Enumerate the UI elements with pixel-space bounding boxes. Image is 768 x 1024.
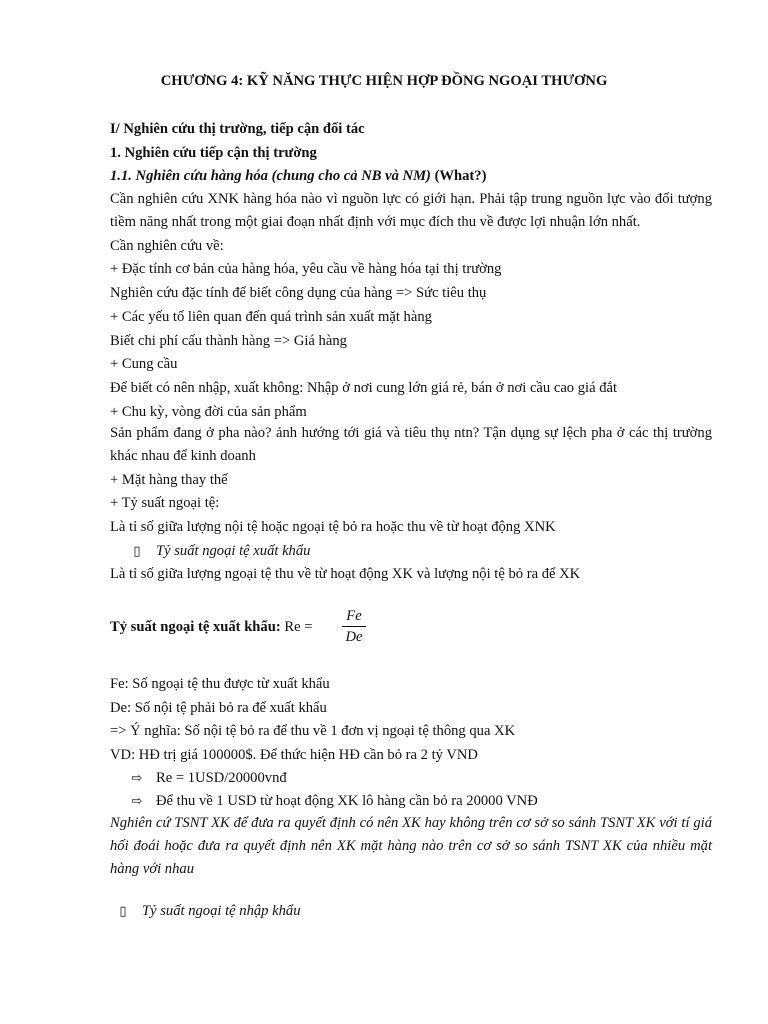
formula-lhs: Re =: [280, 619, 313, 635]
double-arrow-right-icon: ⇨: [131, 794, 143, 809]
arrow-item-cost: [128, 789, 730, 814]
export-rate-definition: Là tỉ số giữa lượng ngoại tệ thu về từ hoạt động XK và lượng nội tệ bỏ ra để XK: [110, 566, 581, 582]
section-heading: I/ Nghiên cứu thị trường, tiếp cận đối tác: [110, 121, 365, 137]
item-substitute: + Mặt hàng thay thế: [110, 472, 228, 488]
bullet-export-label: Tỷ suất ngoại tệ xuất khẩu: [156, 543, 311, 559]
fe-definition: Fe: Số ngoại tệ thu được từ xuất khẩu: [110, 676, 330, 692]
intro-paragraph: Cần nghiên cứu XNK hàng hóa nào vì nguồn lực có giới hạn. Phải tập trung nguồn lực vào đối tượng tiềm năng nhất trong một giai đoạn nhất định với mục đích thu về được lợi nhuận lớn nhất.: [110, 191, 712, 230]
subsubsection-italic: 1.1. Nghiên cứu hàng hóa (chung cho cả NB và NM): [110, 168, 431, 184]
formula-numerator: Fe: [346, 608, 362, 624]
item-production: + Các yếu tố liên quan đến quá trình sản xuất mặt hàng: [110, 309, 432, 325]
arrow-item-rate: [128, 766, 730, 791]
formula-denominator: De: [345, 629, 363, 645]
fraction-bar: [342, 626, 366, 627]
item-supply-demand: + Cung cầu: [110, 356, 178, 372]
double-arrow-right-icon: ⇨: [131, 771, 143, 786]
italic-conclusion: Nghiên cứ TSNT XK để đưa ra quyết định có nên XK hay không trên cơ sở so sánh TSNT XK với tí giá hối đoái hoặc đưa ra quyết định nên XK mặt hàng nào trên cơ sở so sánh TSNT XK của nhiều mặt hàng với nhau: [110, 815, 712, 877]
item-exchange-rate: + Tỷ suất ngoại tệ:: [110, 495, 220, 511]
arrow-item-cost-text: Để thu về 1 USD từ hoạt động XK lô hàng cần bỏ ra 20000 VNĐ: [156, 793, 538, 809]
de-definition: De: Số nội tệ phải bỏ ra để xuất khẩu: [110, 700, 327, 716]
missing-glyph-box-icon: ▯: [119, 904, 127, 919]
need-study-line: Cần nghiên cứu về:: [110, 238, 224, 254]
missing-glyph-box-icon: ▯: [133, 544, 141, 559]
meaning-line: => Ý nghĩa: Số nội tệ bỏ ra để thu về 1 đơn vị ngoại tệ thông qua XK: [110, 723, 516, 739]
bullet-import-label: Tỷ suất ngoại tệ nhập khẩu: [142, 903, 301, 919]
bullet-export-rate: [128, 539, 730, 564]
subsubsection-tail: (What?): [430, 168, 487, 184]
bullet-import-rate: [114, 899, 716, 924]
item-supply-demand-note: Để biết có nên nhập, xuất không: Nhập ở nơi cung lớn giá rẻ, bán ở nơi cầu cao giá đắt: [110, 380, 618, 396]
item-production-note: Biết chi phí cấu thành hàng => Giá hàng: [110, 333, 347, 349]
item-characteristics: + Đặc tính cơ bản của hàng hóa, yêu cầu về hàng hóa tại thị trường: [110, 261, 502, 277]
formula-label: Tỷ suất ngoại tệ xuất khẩu:: [110, 619, 281, 635]
subsection-heading: 1. Nghiên cứu tiếp cận thị trường: [110, 145, 317, 161]
formula-line: [110, 615, 712, 639]
chapter-title: CHƯƠNG 4: KỸ NĂNG THỰC HIỆN HỢP ĐỒNG NGOẠI THƯƠNG: [160, 73, 608, 89]
item-lifecycle-note: Sản phẩm đang ở pha nào? ảnh hướng tới giá và tiêu thụ ntn? Tận dụng sự lệch pha ở các thị trường khác nhau để kinh doanh: [110, 425, 712, 464]
example-line: VD: HĐ trị giá 100000$. Để thức hiện HĐ cần bỏ ra 2 tỷ VND: [110, 747, 478, 763]
subsubsection-heading: [110, 164, 712, 188]
item-characteristics-note: Nghiên cứu đặc tính để biết công dụng của hàng => Sức tiêu thụ: [110, 285, 487, 301]
item-lifecycle: + Chu kỳ, vòng đời của sản phẩm: [110, 404, 307, 420]
arrow-item-rate-text: Re = 1USD/20000vnđ: [156, 770, 287, 786]
formula-fraction: [340, 607, 368, 646]
item-exchange-rate-note: Là tỉ số giữa lượng nội tệ hoặc ngoại tệ bỏ ra hoặc thu về từ hoạt động XNK: [110, 519, 556, 535]
